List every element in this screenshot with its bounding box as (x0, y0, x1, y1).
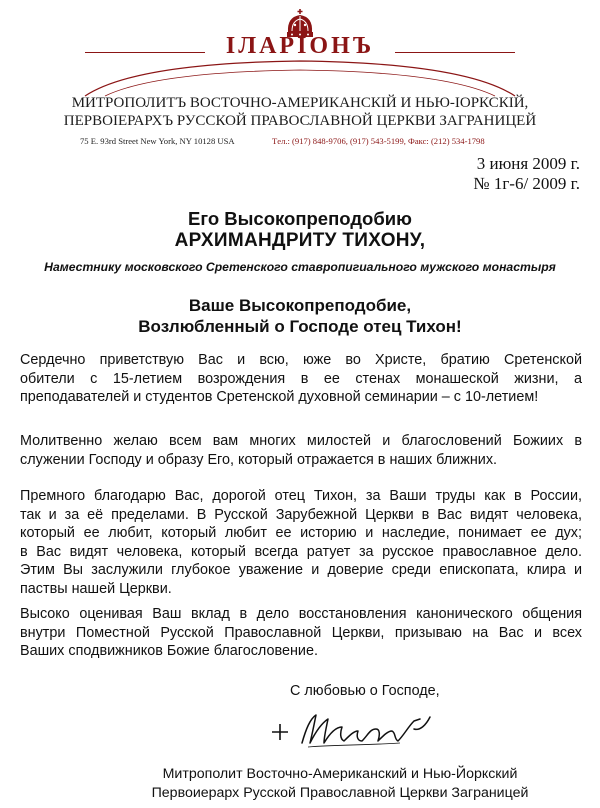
addressee-name: АРХИМАНДРИТУ ТИХОНУ, (174, 230, 426, 251)
letterhead-address: 75 E. 93rd Street New York, NY 10128 USA (80, 136, 235, 146)
letterhead-name: ІЛАРІОНЪ (225, 33, 375, 59)
paragraph-line: паствы нашей Церкви. (20, 580, 172, 597)
salutation-line-2: Возлюбленный о Господе отец Тихон! (138, 317, 462, 336)
letterhead-rule-right (395, 52, 515, 53)
paragraph-line: служении Господу и образу Его, который отражается в наших ближних. (20, 451, 498, 468)
paragraph-line: внутри Поместной Русской Православной Церкви, призываю на Вас и всех (20, 624, 582, 641)
paragraph-line: Сердечно приветствую Вас и всю, юже во Христе, братию Сретенской (20, 352, 582, 368)
addressee-position: Наместнику московского Сретенского ставропигиального мужского монастыря (44, 260, 556, 274)
paragraph-line: Этим Вы заслужили глубокое уважение и доверие среди епископата, клира и (20, 562, 582, 578)
letter-date: 3 июня 2009 г. (476, 154, 580, 173)
letter-reference-number: № 1г-6/ 2009 г. (473, 174, 580, 193)
paragraph-line: Молитвенно желаю всем вам многих милостей и благословений Божиих в (20, 433, 582, 449)
body-paragraph-2 (20, 432, 582, 469)
paragraph-line: так и за её пределами. В Русской Зарубежной Церкви в Вас видят человека, (20, 506, 582, 523)
body-paragraph-1 (20, 351, 582, 407)
body-paragraph-4 (20, 605, 582, 661)
signatory-title-line-1: Митрополит Восточно-Американский и Нью-Йоркский (162, 766, 518, 782)
paragraph-line: Ваших сподвижников Божие благословение. (20, 643, 318, 659)
letterhead-title-line-1: МИТРОПОЛИТЪ ВОСТОЧНО-АМЕРИКАНСКІЙ И НЬЮ-ІОРКСКІЙ, (71, 95, 529, 111)
addressee-honorific: Его Высокопреподобию (188, 208, 412, 229)
letterhead-phones: Tел.: (917) 848-9706, (917) 543-5199, Факс: (212) 534-1798 (272, 136, 485, 146)
letterhead-rule-left (85, 52, 205, 53)
handwritten-signature (250, 705, 450, 755)
signatory-title-line-2: Первоиерарх Русской Православной Церкви Заграницей (151, 785, 529, 801)
letterhead-title-line-2: ПЕРВОІЕРАРХЪ РУССКОЙ ПРАВОСЛАВНОЙ ЦЕРКВИ ЗАГРАНИЦЕЙ (63, 113, 537, 129)
letterhead-ornament (75, 58, 525, 98)
paragraph-line: обители с 15-летием возрождения в ее стенах монашеской жизни, а (20, 370, 582, 387)
paragraph-line: который ее любит, который любит ее историю и наследие, понимает ее дух; (20, 525, 582, 541)
paragraph-line: преподавателей и студентов Сретенской духовной семинарии – с 10-летием! (20, 389, 539, 405)
body-paragraph-3 (20, 487, 582, 598)
paragraph-line: в Вас видят человека, который всегда ратует за русское православное дело. (20, 543, 582, 560)
salutation-line-1: Ваше Высокопреподобие, (188, 296, 412, 315)
paragraph-line: Премного благодарю Вас, дорогой отец Тихон, за Ваши труды как в России, (20, 488, 582, 504)
paragraph-line: Высоко оценивая Ваш вклад в дело восстановления канонического общения (20, 606, 582, 622)
closing-phrase: С любовью о Господе, (290, 683, 440, 699)
